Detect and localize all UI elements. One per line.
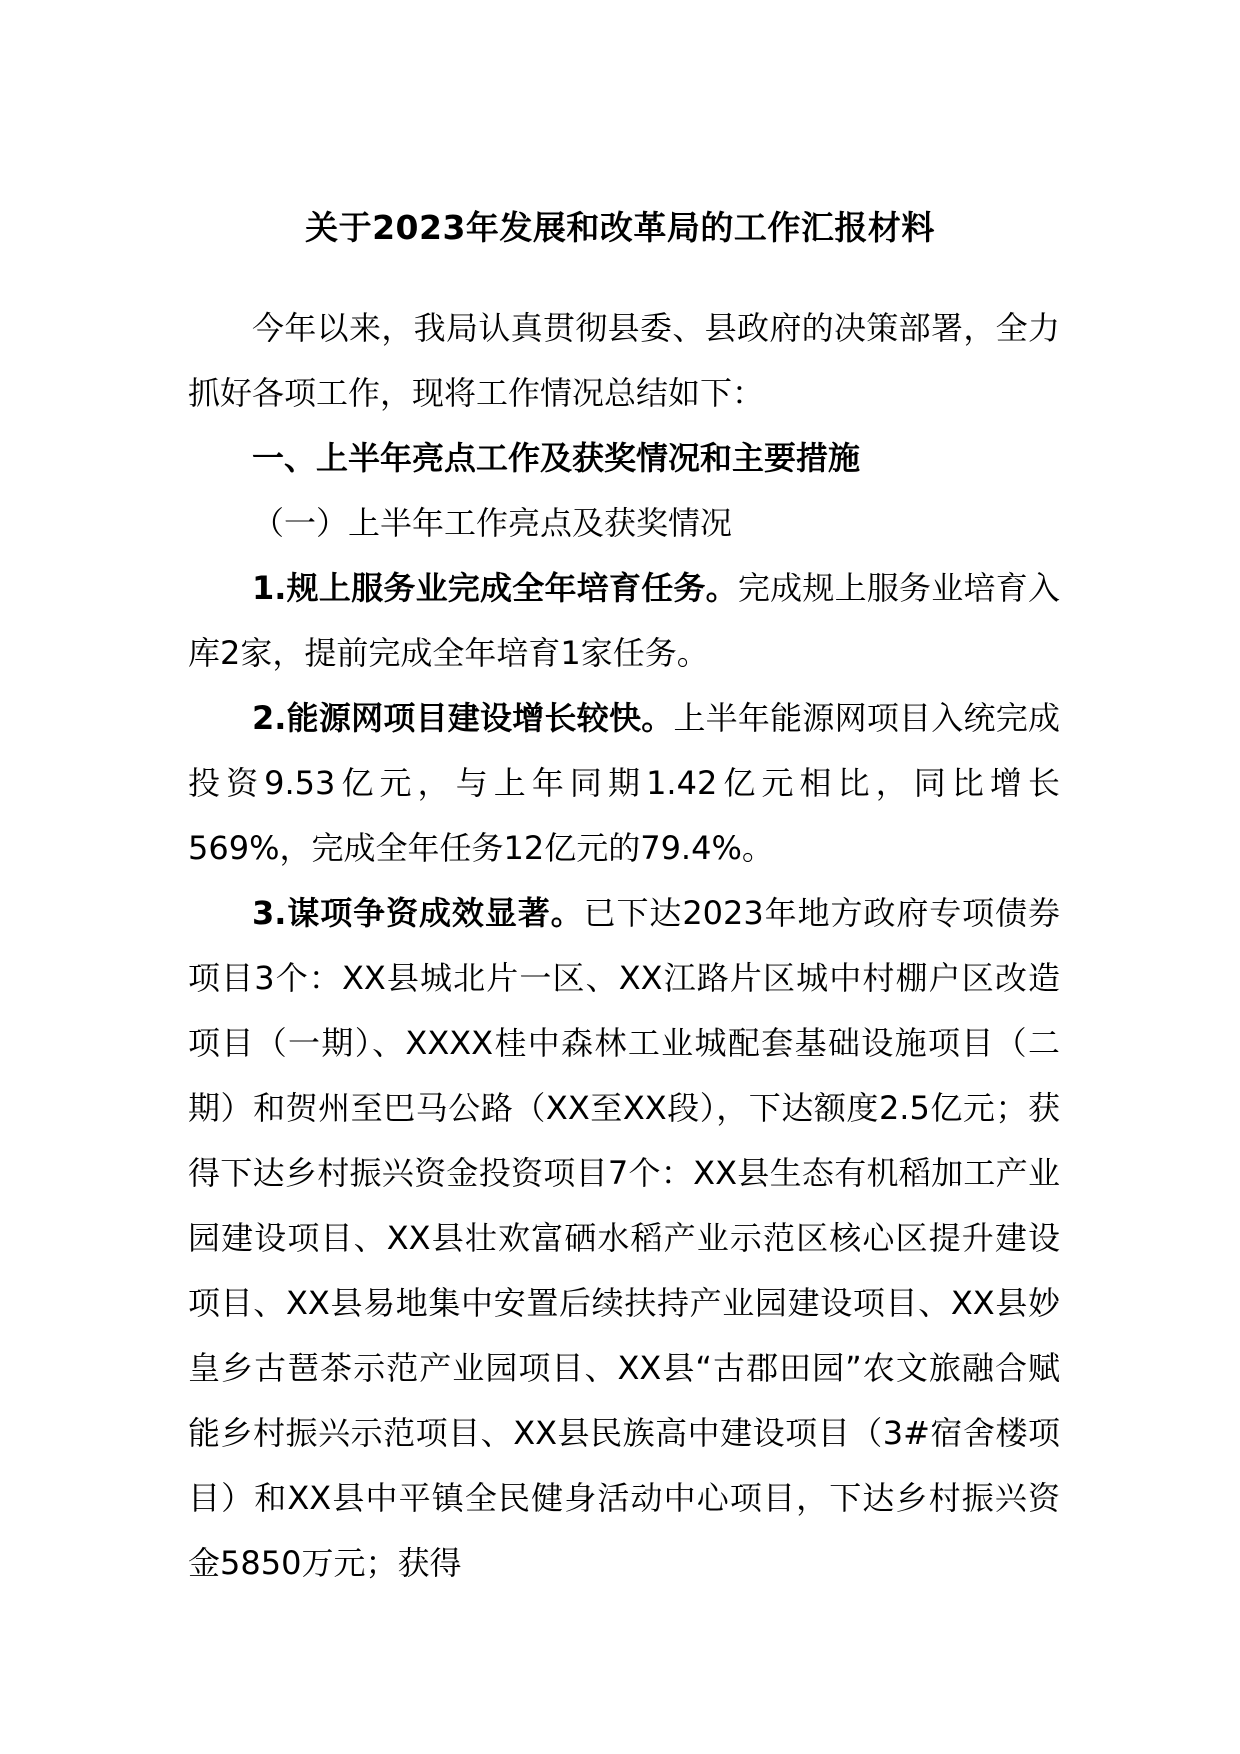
item-lead: 2.能源网项目建设增长较快。 bbox=[252, 699, 674, 737]
item-paragraph-2 bbox=[188, 686, 1060, 881]
item-paragraph-1 bbox=[188, 556, 1060, 686]
item-paragraph-3 bbox=[188, 881, 1060, 1596]
item-text: 完成规上服务业培育入库2家，提前完成全年培育1家任务。 bbox=[188, 569, 1060, 672]
item-lead: 3.谋项争资成效显著。 bbox=[252, 894, 584, 932]
section-heading: 一、上半年亮点工作及获奖情况和主要措施 bbox=[252, 439, 861, 477]
document-title: 关于2023年发展和改革局的工作汇报材料 bbox=[305, 208, 935, 247]
item-text: 上半年能源网项目入统完成投资9.53亿元，与上年同期1.42亿元相比，同比增长569%，完成全年任务12亿元的79.4%。 bbox=[188, 699, 1060, 867]
subsection-heading: （一）上半年工作亮点及获奖情况 bbox=[252, 504, 733, 542]
item-text: 已下达2023年地方政府专项债券项目3个：XX县城北片一区、XX江路片区城中村棚户区改造项目（一期）、XXXX桂中森林工业城配套基础设施项目（二期）和贺州至巴马公路（XX至XX段），下达额度2.5亿元；获得下达乡村振兴资金投资项目7个：XX县生态有机稻加工产业园建设项目、XX县壮欢富硒水稻产业示范区核心区提升建设项目、XX县易地集中安置后续扶持产业园建设项目、XX县妙皇乡古琶茶示范产业园项目、XX县“古郡田园”农文旅融合赋能乡村振兴示范项目、XX县民族高中建设项目（3#宿舍楼项目）和XX县中平镇全民健身活动中心项目，下达乡村振兴资金5850万元；获得 bbox=[188, 894, 1060, 1582]
intro-paragraph: 今年以来，我局认真贯彻县委、县政府的决策部署，全力抓好各项工作，现将工作情况总结如下： bbox=[188, 309, 1060, 412]
item-lead: 1.规上服务业完成全年培育任务。 bbox=[252, 569, 738, 607]
document-body bbox=[188, 296, 1060, 1596]
